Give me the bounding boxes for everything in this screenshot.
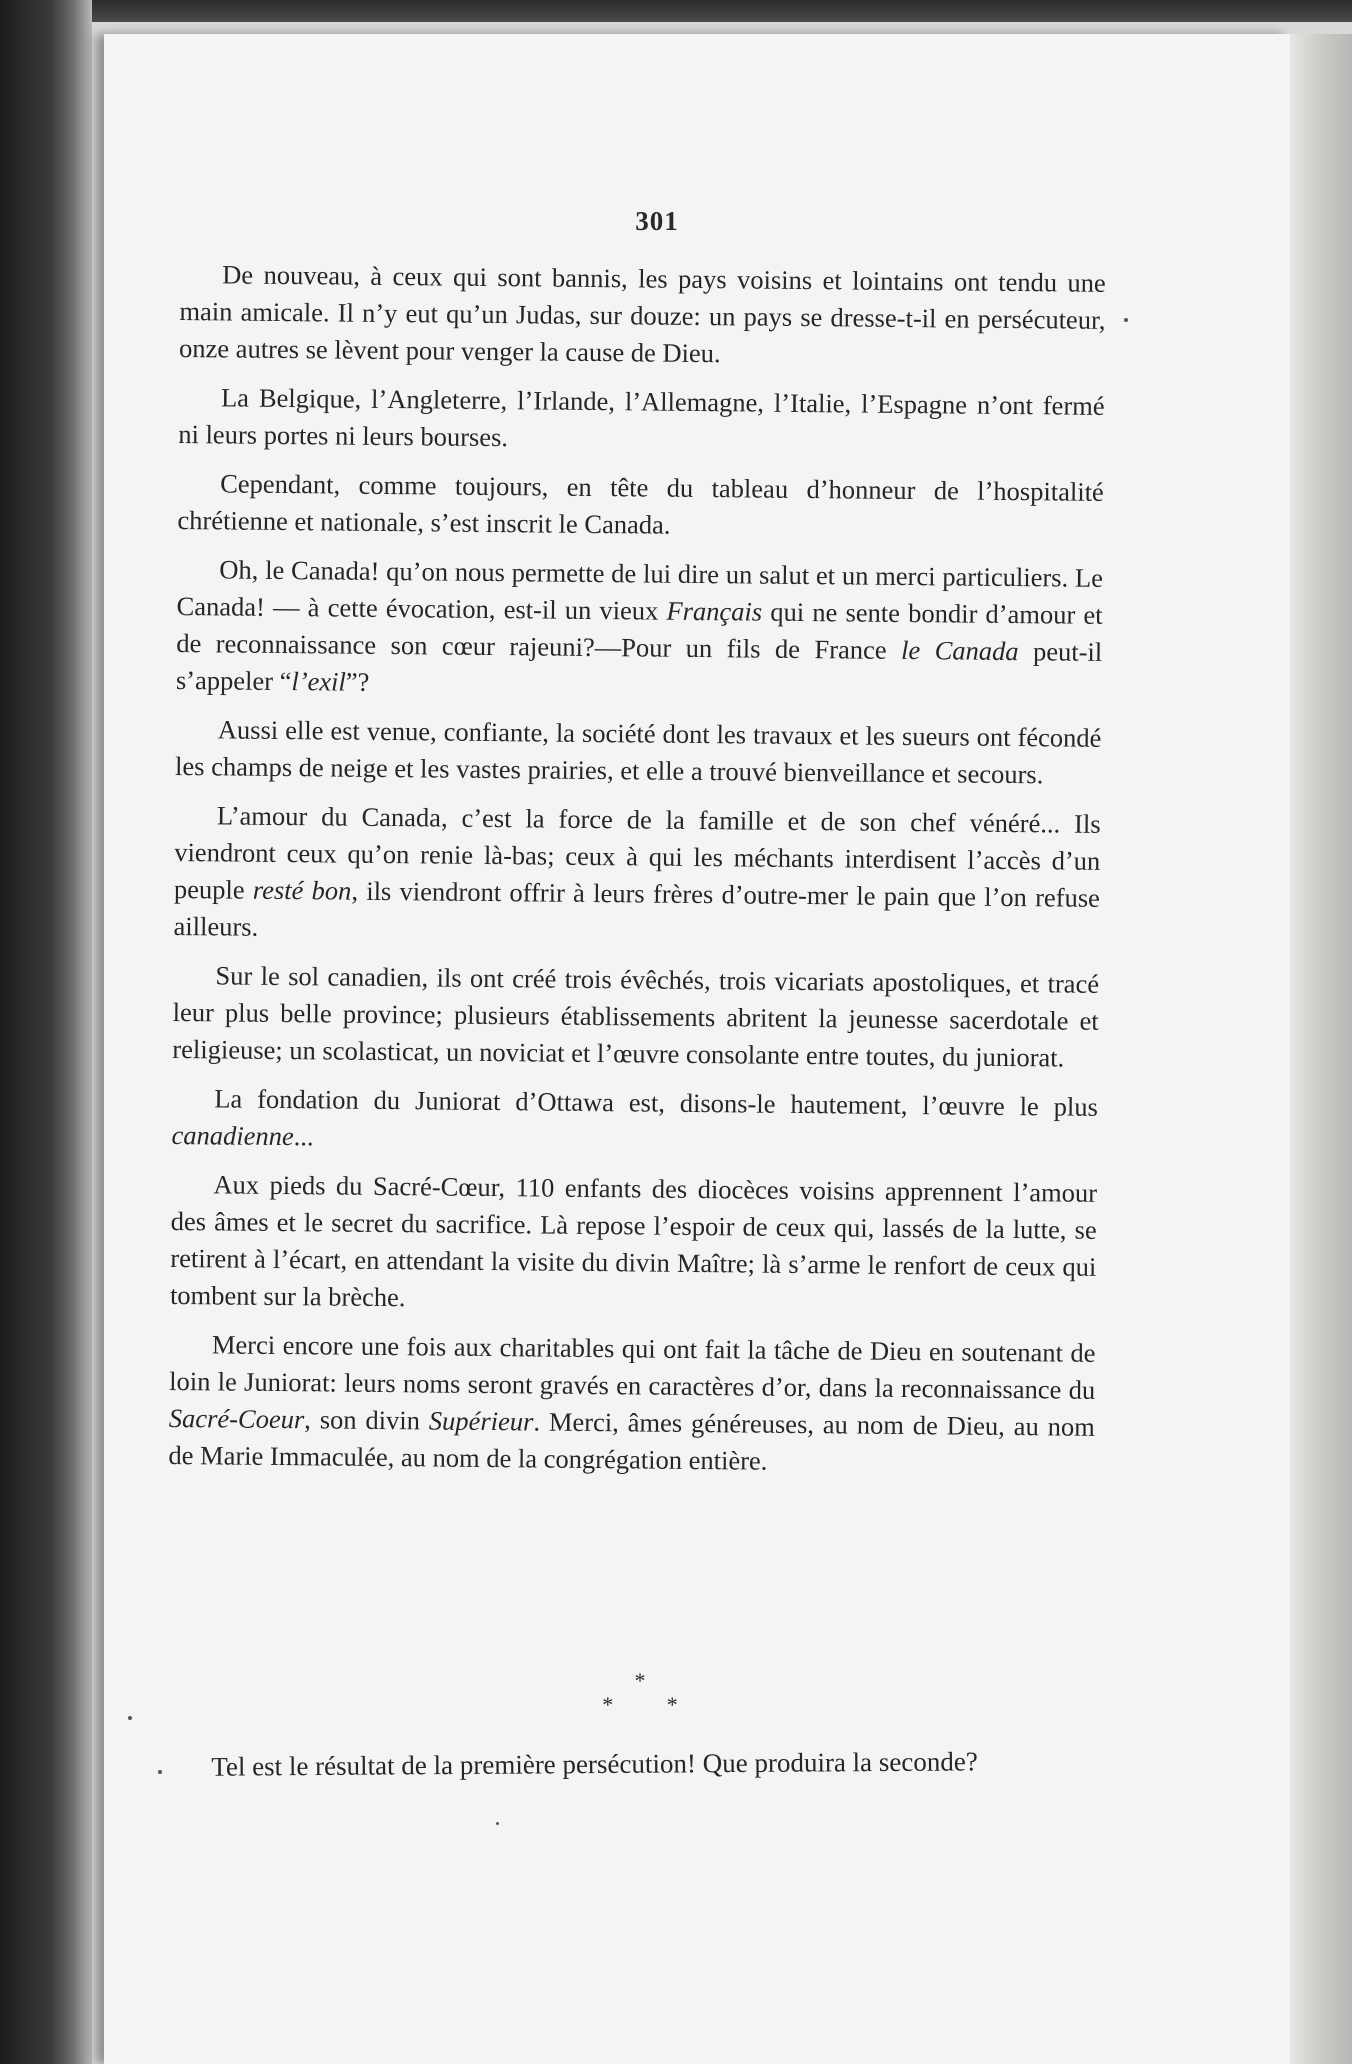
separator-asterism-bottom: * * (602, 1692, 702, 1717)
paragraph (170, 1166, 1097, 1323)
italic-text: le Canada (900, 634, 1019, 667)
text-run: Merci encore une fois aux charitables qui ont fait la tâche de Dieu en soutenant de loin le Juniorat: leurs noms seront gravés en caractères d’or, dans la reconnaissance du (169, 1329, 1096, 1405)
text-run: Oh, le Canada! qu’on nous permette de lui dire un salut et un merci particuliers. Le Canada! — à cette évocation, est-il un vieux (176, 554, 1104, 626)
top-shadow (0, 0, 1352, 22)
text-run: , ils viendront offrir à leurs frères d’outre-mer le pain que l’on refuse ailleurs. (173, 875, 1101, 942)
scan-speck (128, 1716, 132, 1720)
paragraph (177, 465, 1104, 548)
text-run: Aux pieds du Sacré-Cœur, 110 enfants des diocèces voisins apprennent l’amour des âmes et le secret du sacrifice. Là repose l’espoir de ceux qui, lassés de la lutte, se retirent à l’écart, en attendant la visite du divin Maître; là s’arme le renfort de ceux qui tombent sur la brèche. (169, 1169, 1098, 1313)
paragraph (171, 1080, 1098, 1163)
italic-text: resté bon (252, 874, 352, 906)
italic-text: Sacré-Coeur (168, 1402, 305, 1435)
page-right-edge (1290, 34, 1352, 2064)
italic-text: Supérieur (428, 1405, 534, 1437)
italic-text: l’exil (291, 666, 347, 697)
text-run: Cependant, comme toujours, en tête du tableau d’honneur de l’hospitalité chrétienne et nationale, s’est inscrit le Canada. (177, 468, 1104, 540)
scan-speck (158, 1770, 162, 1774)
paragraph (172, 957, 1099, 1077)
paragraph (175, 711, 1102, 794)
scan-speck (1124, 318, 1128, 322)
paragraph (168, 1326, 1095, 1483)
italic-text: canadienne (171, 1119, 294, 1152)
section-separator (560, 1668, 720, 1728)
text-run: De nouveau, à ceux qui sont bannis, les pays voisins et lointains ont tendu une main amicale. Il n’y eut qu’un Judas, sur douze: un pays se dresse-t-il en persécuteur, onze autres se lèvent pour venger la cause de Dieu. (178, 259, 1106, 369)
text-run: peut-il s’appeler “ (175, 636, 1103, 697)
paragraph (176, 551, 1103, 708)
closing-text (168, 1746, 1068, 1782)
text-run: La Belgique, l’Angleterre, l’Irlande, l’Allemagne, l’Italie, l’Espagne n’ont fermé ni leurs portes ni leurs bourses. (178, 382, 1105, 453)
text-run: , son divin (304, 1404, 430, 1436)
paragraph (173, 797, 1100, 954)
separator-asterism-top: * (634, 1668, 646, 1693)
book-binding-edge (0, 0, 92, 2064)
text-run: ... (293, 1121, 314, 1152)
paragraph (178, 379, 1105, 462)
text-run: ”? (345, 666, 370, 697)
scan-speck (496, 1822, 499, 1825)
text-run: La fondation du Juniorat d’Ottawa est, disons-le hautement, l’œuvre le plus (214, 1083, 1099, 1122)
text-run: Aussi elle est venue, confiante, la société dont les travaux et les sueurs ont fécondé les champs de neige et les vastes prairies, et elle a trouvé bienveillance et secours. (174, 714, 1102, 790)
page-number: 301 (635, 206, 679, 236)
paragraph (179, 256, 1106, 376)
body-text (168, 256, 1106, 1495)
text-run: L’amour du Canada, c’est la force de la famille et de son chef vénéré... Ils viendront ceux qu’on renie là-bas; ceux à qui les méchants interdisent l’accès d’un peuple (173, 800, 1101, 905)
text-run: qui ne sente bondir d’amour et de reconnaissance son cœur rajeuni?—Pour un fils de France (176, 596, 1103, 665)
text-run: . Merci, âmes généreuses, au nom de Dieu, au nom de Marie Immaculée, au nom de la congrégation entière. (168, 1406, 1095, 1476)
closing-paragraph: Tel est le résultat de la première persécution! Que produira la seconde? (211, 1746, 978, 1782)
italic-text: Français (666, 595, 763, 627)
text-run: Sur le sol canadien, ils ont créé trois évêchés, trois vicariats apostoliques, et tracé leur plus belle province; plusieurs établissements abritent la jeunesse sacerdotale et religieuse; un scolasticat, un noviciat et l’œuvre consolante entre toutes, du juniorat. (172, 960, 1100, 1073)
